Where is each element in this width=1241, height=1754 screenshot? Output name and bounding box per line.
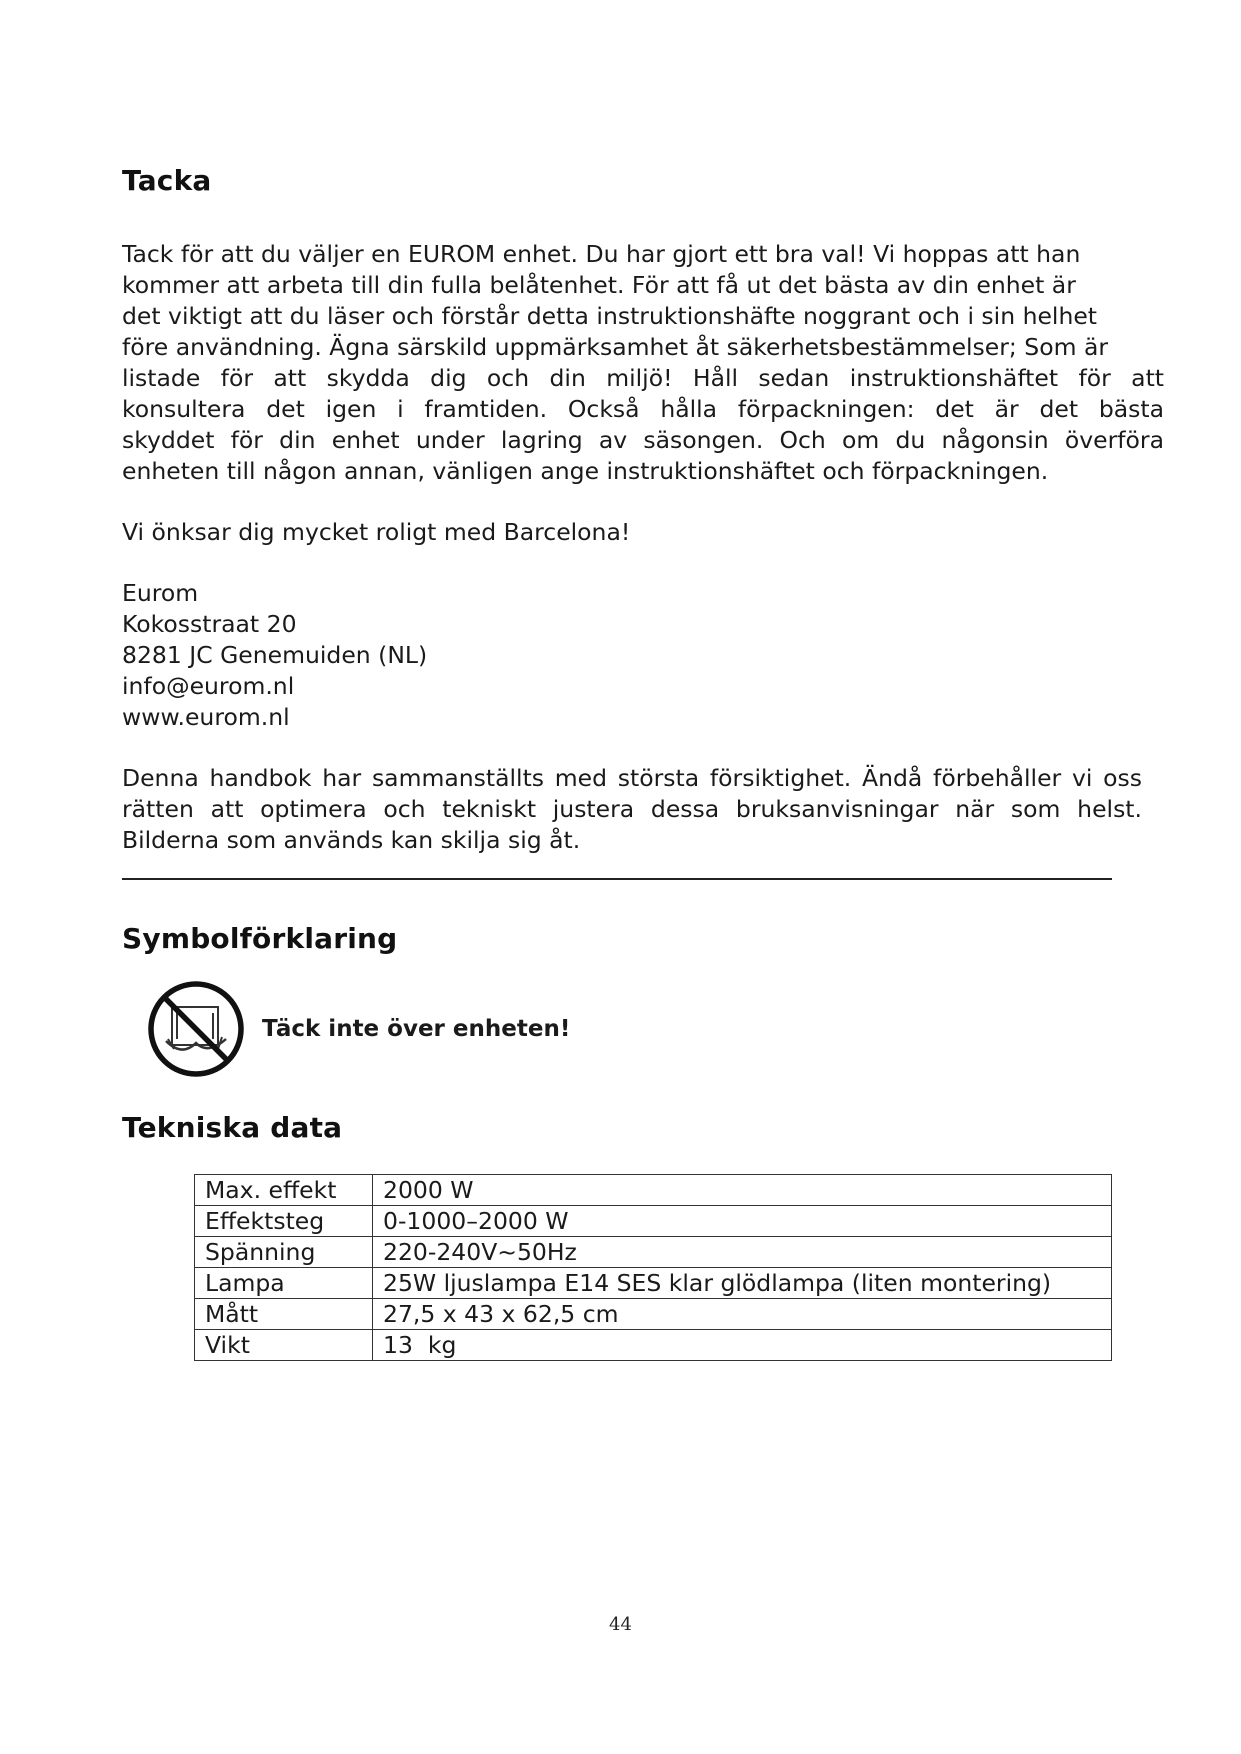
- table-row: [195, 1299, 1112, 1330]
- spec-label: Max. effekt: [195, 1175, 373, 1206]
- spec-label: Mått: [195, 1299, 373, 1330]
- contact-email: info@eurom.nl: [122, 672, 295, 700]
- thanks-line: kommer att arbeta till din fulla belåtenhet. För att få ut det bästa av din enhet är: [122, 271, 1076, 299]
- spec-label: Effektsteg: [195, 1206, 373, 1237]
- table-row: [195, 1268, 1112, 1299]
- spec-label: Spänning: [195, 1237, 373, 1268]
- disclaimer-line: Bilderna som används kan skilja sig åt.: [122, 826, 581, 854]
- spec-value: 25W ljuslampa E14 SES klar glödlampa (liten montering): [373, 1268, 1112, 1299]
- company-address: [122, 578, 1122, 733]
- address-street: Kokosstraat 20: [122, 610, 297, 638]
- spec-value: 2000 W: [373, 1175, 1112, 1206]
- document-page: [122, 150, 1164, 1361]
- symbol-description: Täck inte över enheten!: [262, 1016, 571, 1042]
- spec-value: 0-1000–2000 W: [373, 1206, 1112, 1237]
- thanks-line: enheten till någon annan, vänligen ange instruktionshäftet och förpackningen.: [122, 457, 1049, 485]
- symbol-item: [122, 977, 1122, 1081]
- greeting-text: Vi önksar dig mycket roligt med Barcelona!: [122, 518, 631, 546]
- address-city: 8281 JC Genemuiden (NL): [122, 641, 428, 669]
- table-row: [195, 1175, 1112, 1206]
- company-name: Eurom: [122, 579, 199, 607]
- spec-value: 220-240V~50Hz: [373, 1237, 1112, 1268]
- thanks-line: det viktigt att du läser och förstår detta instruktionshäfte noggrant och i sin helhet: [122, 302, 1098, 330]
- tech-heading: Tekniska data: [122, 1111, 343, 1144]
- thanks-heading: Tacka: [122, 164, 212, 197]
- thanks-line: Tack för att du väljer en EUROM enhet. Du har gjort ett bra val! Vi hoppas att han: [122, 240, 1081, 268]
- spec-value: 27,5 x 43 x 62,5 cm: [373, 1299, 1112, 1330]
- thanks-line: före användning. Ägna särskild uppmärksamhet åt säkerhetsbestämmelser; Som är: [122, 333, 1109, 361]
- do-not-cover-icon: [144, 977, 248, 1081]
- disclaimer-line: rätten att optimera och tekniskt justera dessa bruksanvisningar när som helst.: [122, 795, 1142, 823]
- tech-table: [194, 1174, 1112, 1361]
- disclaimer-line: Denna handbok har sammanställts med största försiktighet. Ändå förbehåller vi oss: [122, 764, 1142, 792]
- spec-label: Lampa: [195, 1268, 373, 1299]
- thanks-line: skyddet för din enhet under lagring av säsongen. Och om du någonsin överföra: [122, 426, 1164, 454]
- thanks-line: listade för att skydda dig och din miljö! Håll sedan instruktionshäftet för att: [122, 364, 1164, 392]
- table-row: [195, 1330, 1112, 1361]
- symbols-heading: Symbolförklaring: [122, 922, 398, 955]
- disclaimer: [122, 763, 1142, 856]
- section-divider: [122, 878, 1112, 880]
- table-row: [195, 1206, 1112, 1237]
- spec-value: 13 kg: [373, 1330, 1112, 1361]
- spec-label: Vikt: [195, 1330, 373, 1361]
- table-row: [195, 1237, 1112, 1268]
- thanks-line: konsultera det igen i framtiden. Också hålla förpackningen: det är det bästa: [122, 395, 1164, 423]
- website: www.eurom.nl: [122, 703, 290, 731]
- page-number: 44: [609, 1614, 632, 1635]
- thanks-body: [122, 239, 1164, 487]
